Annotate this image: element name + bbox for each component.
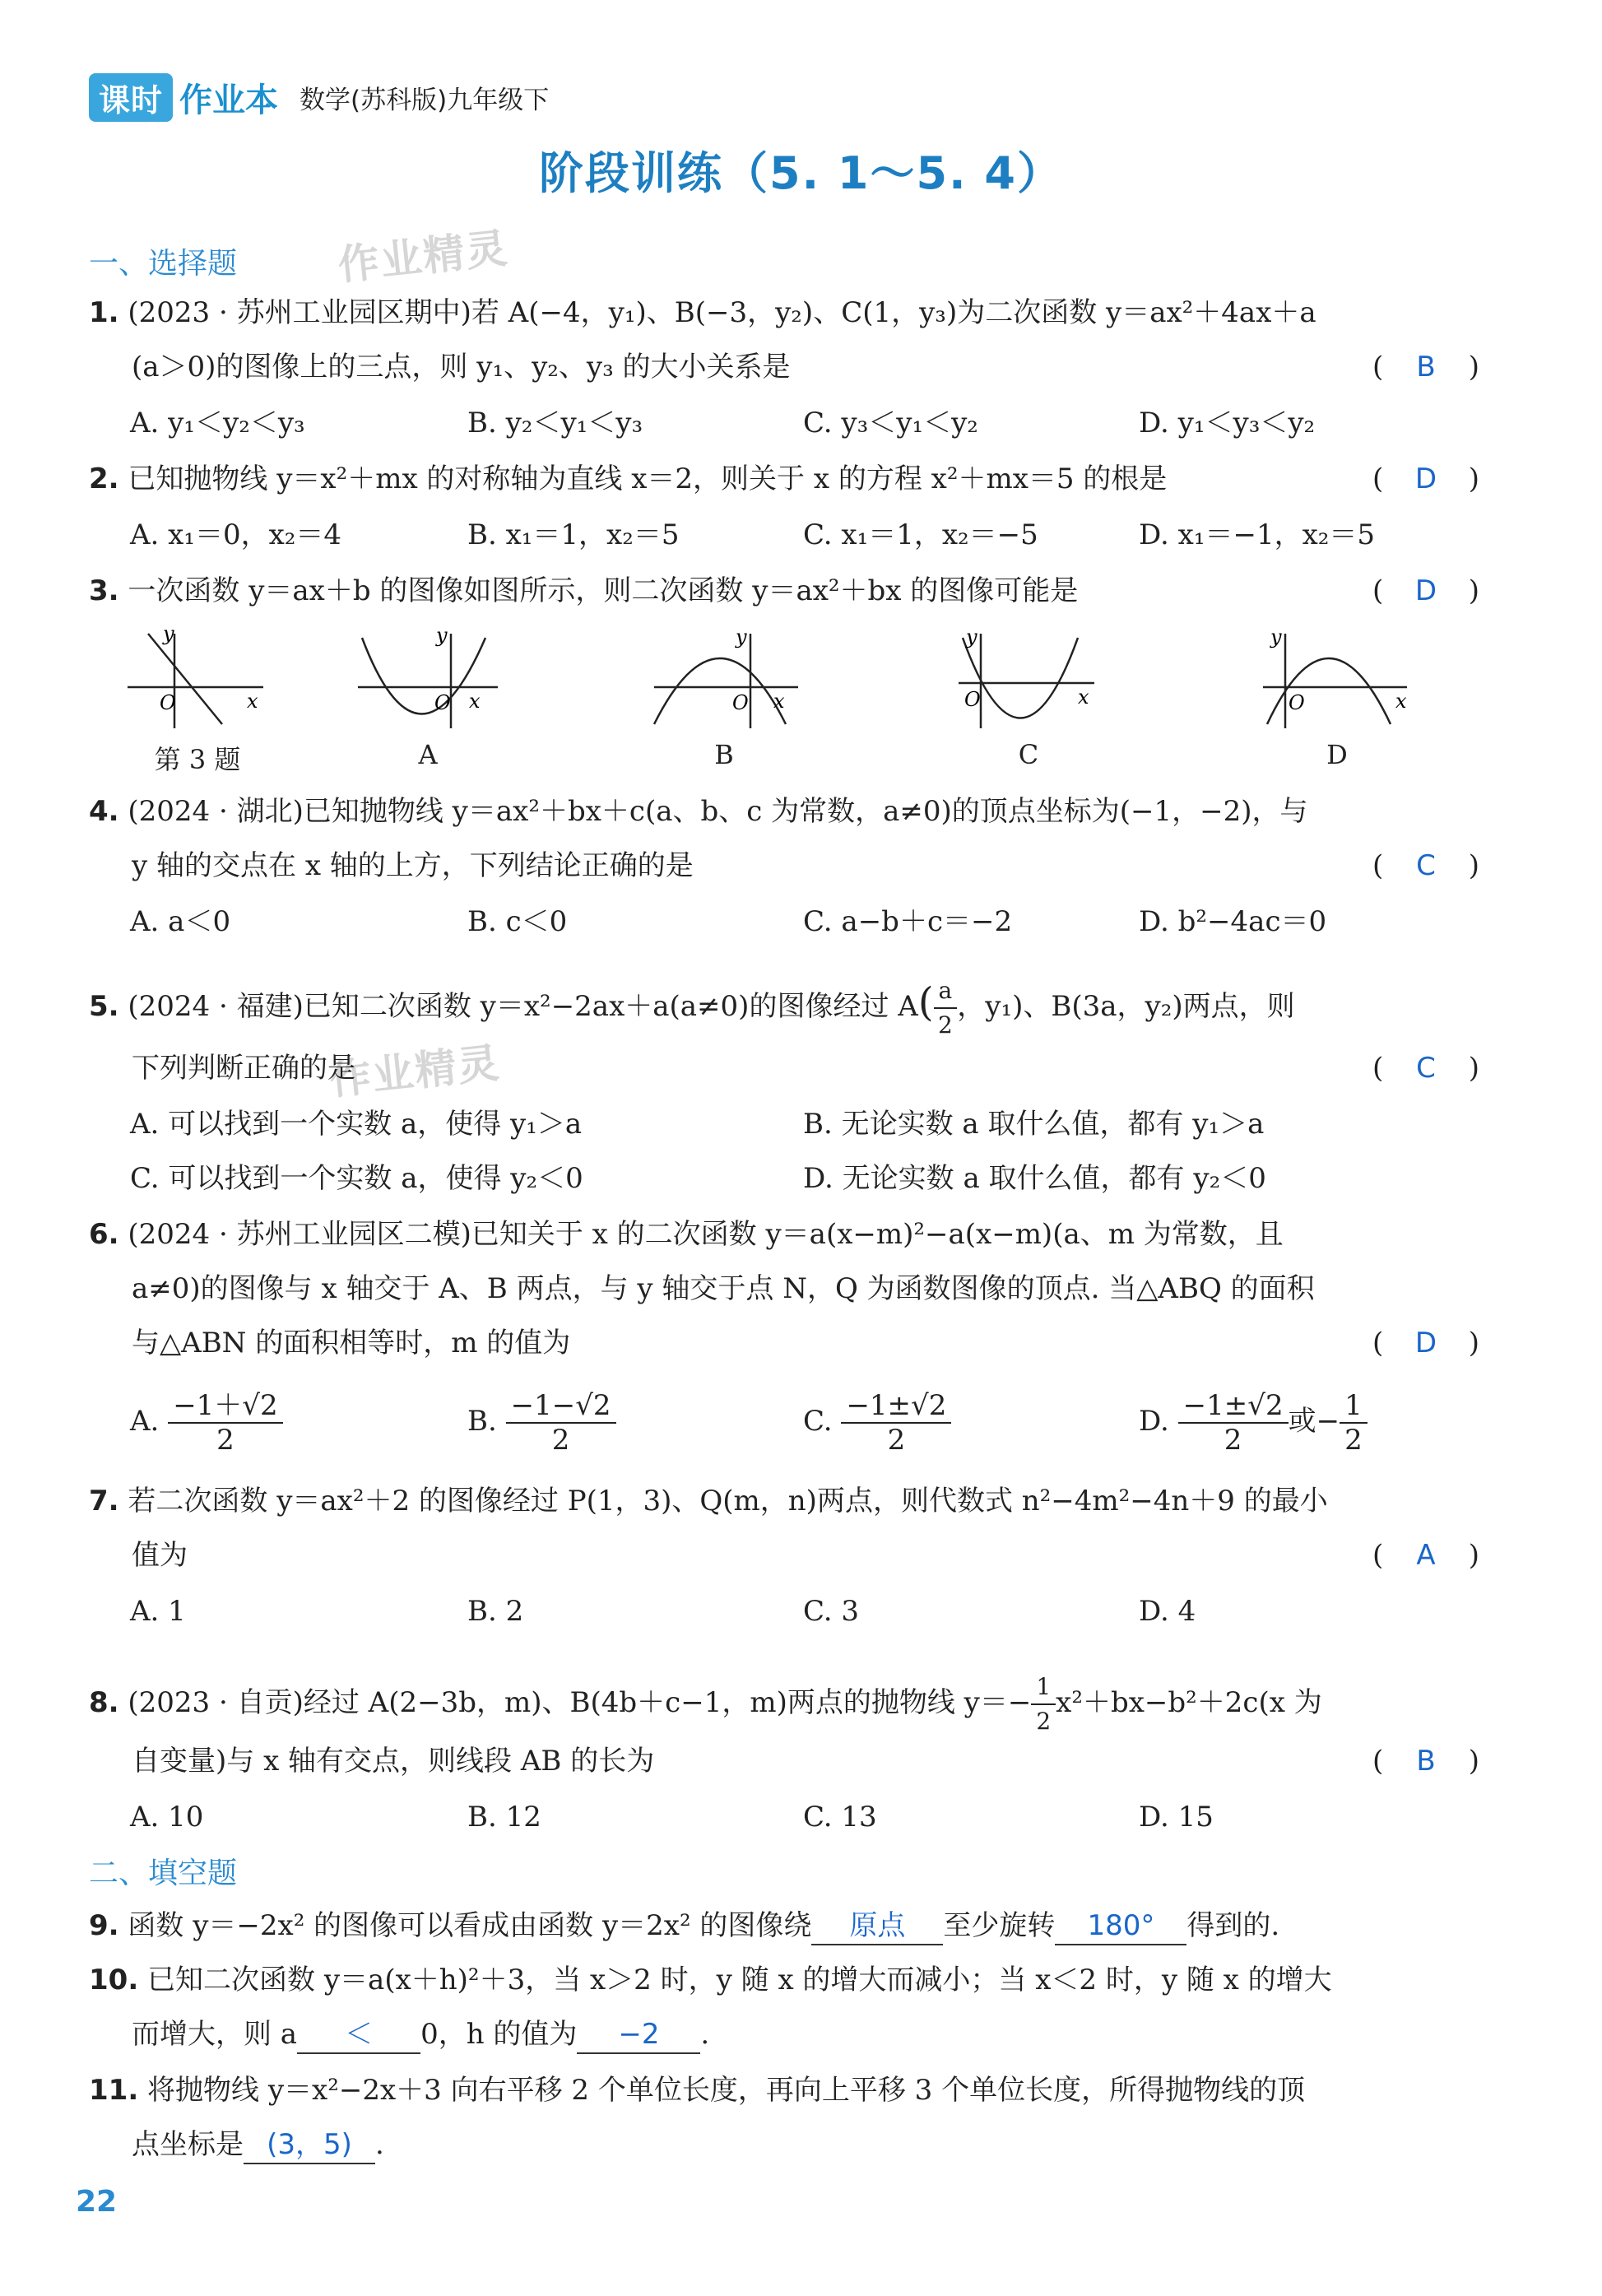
option-c: C. 13 — [803, 1801, 877, 1834]
axis-label-x: x — [1395, 690, 1407, 713]
question-11-line-1 — [89, 2072, 1305, 2108]
question-text: 已知抛物线 y＝x²＋mx 的对称轴为直线 x＝2，则关于 x 的方程 x²＋mx＝5 的根是 — [128, 462, 1168, 495]
option-c: C. 可以找到一个实数 a，使得 y₂＜0 — [130, 1162, 583, 1195]
question-10-line-2: 而增大，则 a ＜ 0，h 的值为 −2 . — [132, 2016, 709, 2054]
option-d: D. 无论实数 a 取什么值，都有 y₂＜0 — [803, 1162, 1266, 1195]
question-number: 5. — [89, 990, 119, 1023]
question-5-line-1: 5. (2024 · 福建)已知二次函数 y＝x²−2ax＋a(a≠0)的图像经过 A( $\frac{a}{2}$ ，y₁)、B(3a，y₂)两点，则 — [89, 974, 1295, 1042]
question-9 — [89, 1908, 1279, 1945]
answer-3: ( D ) — [1372, 574, 1479, 607]
question-1-line-1 — [89, 295, 1316, 331]
question-text: (2024 · 苏州工业园区二模)已知关于 x 的二次函数 y＝a(x−m)²−a(x−m)(a、m 为常数，且 — [128, 1218, 1284, 1251]
answer-5: ( C ) — [1372, 1052, 1479, 1085]
brand-name: 作业本 — [179, 81, 279, 119]
answer-4: ( C ) — [1372, 849, 1479, 882]
origin-label: O — [732, 691, 749, 714]
question-text: 函数 y＝−2x² 的图像可以看成由函数 y＝2x² 的图像绕 — [128, 1909, 812, 1942]
option-d: D. x₁＝−1，x₂＝5 — [1139, 518, 1376, 551]
option-c: C. x₁＝1，x₂＝−5 — [803, 518, 1038, 551]
figure-3-linear-graph — [123, 625, 272, 732]
question-4-line-2: y 轴的交点在 x 轴的上方，下列结论正确的是 — [132, 849, 694, 882]
axis-label-y: y — [436, 625, 448, 647]
origin-label: O — [160, 691, 176, 714]
answer-blank[interactable]: 原点 — [811, 1908, 943, 1945]
brand-logo: 课时 — [89, 73, 173, 122]
question-7-line-1 — [89, 1483, 1328, 1519]
option-a: A. 10 — [130, 1801, 204, 1834]
question-number: 6. — [89, 1218, 119, 1251]
option-d: D. $\frac{-1\pm√2}{2}$ 或− $\frac{1}{2}$ — [1139, 1389, 1368, 1457]
question-text: 将抛物线 y＝x²−2x＋3 向右平移 2 个单位长度，再向上平移 3 个单位长度，所得抛物线的顶 — [147, 2074, 1306, 2107]
section-heading-fill: 二、填空题 — [89, 1857, 238, 1890]
question-text: 已知二次函数 y＝a(x＋h)²＋3，当 x＞2 时，y 随 x 的增大而减小；当 x＜2 时，y 随 x 的增大 — [147, 1964, 1332, 1996]
answer-2: ( D ) — [1372, 462, 1479, 495]
question-11-line-2: 点坐标是 (3，5) . — [132, 2126, 384, 2164]
option-d-label: D — [1326, 739, 1348, 770]
answer-blank[interactable]: 180° — [1055, 1908, 1186, 1945]
question-text: (2024 · 湖北)已知抛物线 y＝ax²＋bx＋c(a、b、c 为常数，a≠0)的顶点坐标为(−1，−2)，与 — [128, 795, 1308, 828]
option-a: A. $\frac{-1+√2}{2}$ — [130, 1389, 283, 1457]
option-b-label: B — [714, 739, 734, 770]
answer-6: ( D ) — [1372, 1327, 1479, 1359]
option-a: A. x₁＝0，x₂＝4 — [130, 518, 342, 551]
question-number: 8. — [89, 1686, 119, 1719]
option-a: A. 可以找到一个实数 a，使得 y₁＞a — [130, 1108, 583, 1141]
answer-blank[interactable]: −2 — [577, 2016, 700, 2054]
figure-caption: 第 3 题 — [154, 744, 241, 775]
fraction: $\frac{1}{2}$ — [1031, 1671, 1056, 1738]
question-text: 一次函数 y＝ax＋b 的图像如图所示，则二次函数 y＝ax²＋bx 的图像可能是 — [128, 574, 1079, 607]
question-text: 至少旋转 — [943, 1909, 1056, 1942]
question-2-line-1 — [89, 461, 1167, 497]
question-6-line-2: a≠0)的图像与 x 轴交于 A、B 两点，与 y 轴交于点 N，Q 为函数图像的顶点. 当△ABQ 的面积 — [132, 1272, 1315, 1305]
subject-label: 数学(苏科版)九年级下 — [300, 85, 550, 115]
axis-label-y: y — [163, 625, 174, 645]
question-6-line-3: 与△ABN 的面积相等时，m 的值为 — [132, 1327, 571, 1359]
page-number: 22 — [76, 2185, 118, 2219]
question-text: x²＋bx−b²＋2c(x 为 — [1056, 1686, 1322, 1719]
page-title: 阶段训练（5. 1～5. 4） — [539, 147, 1063, 199]
answer-blank[interactable]: ＜ — [297, 2016, 420, 2054]
axis-label-x: x — [1078, 686, 1089, 709]
question-text: (2023 · 苏州工业园区期中)若 A(−4，y₁)、B(−3，y₂)、C(1，y₃)为二次函数 y＝ax²＋4ax＋a — [128, 296, 1316, 329]
option-b: B. $\frac{-1-√2}{2}$ — [467, 1389, 616, 1457]
question-number: 7. — [89, 1485, 119, 1517]
option-c-graph — [954, 625, 1103, 732]
question-number: 4. — [89, 795, 119, 828]
option-b: B. 2 — [467, 1595, 524, 1628]
option-c: C. a−b＋c＝−2 — [803, 905, 1013, 938]
question-number: 9. — [89, 1909, 119, 1942]
option-a-label: A — [418, 739, 438, 770]
axis-label-x: x — [469, 690, 481, 713]
question-text: ，y₁)、B(3a，y₂)两点，则 — [957, 990, 1295, 1023]
origin-label: O — [964, 688, 981, 711]
question-4-line-1 — [89, 793, 1308, 830]
origin-label: O — [434, 691, 451, 714]
option-c-label: C — [1018, 739, 1039, 770]
question-text: 若二次函数 y＝ax²＋2 的图像经过 P(1，3)、Q(m，n)两点，则代数式 n²−4m²−4n＋9 的最小 — [128, 1485, 1328, 1517]
option-c: C. 3 — [803, 1595, 860, 1628]
question-number: 2. — [89, 462, 119, 495]
question-text: (2024 · 福建)已知二次函数 y＝x²−2ax＋a(a≠0)的图像经过 A — [128, 990, 918, 1023]
option-b: B. c＜0 — [467, 905, 568, 938]
axis-label-y: y — [966, 625, 977, 648]
axis-label-x: x — [247, 690, 258, 713]
option-b: B. x₁＝1，x₂＝5 — [467, 518, 680, 551]
answer-7: ( A ) — [1372, 1539, 1479, 1572]
option-a: A. y₁＜y₂＜y₃ — [130, 407, 305, 439]
question-7-line-2: 值为 — [132, 1539, 188, 1572]
option-d: D. 4 — [1139, 1595, 1196, 1628]
option-b: B. 无论实数 a 取什么值，都有 y₁＞a — [803, 1108, 1265, 1141]
question-3-line-1 — [89, 573, 1078, 609]
question-1-line-2: (a＞0)的图像上的三点，则 y₁、y₂、y₃ 的大小关系是 — [132, 351, 791, 383]
axis-label-y: y — [736, 625, 747, 648]
answer-1: ( B ) — [1372, 351, 1479, 383]
fraction: $\frac{a}{2}$ — [934, 974, 958, 1042]
answer-blank[interactable]: (3，5) — [244, 2126, 375, 2164]
option-b: B. 12 — [467, 1801, 541, 1834]
question-6-line-1 — [89, 1216, 1284, 1253]
option-d: D. 15 — [1139, 1801, 1214, 1834]
question-text: 得到的. — [1186, 1909, 1280, 1942]
answer-8: ( B ) — [1372, 1745, 1479, 1778]
watermark: 作业精灵 — [327, 1039, 503, 1104]
option-d: D. b²−4ac＝0 — [1139, 905, 1327, 938]
option-a: A. a＜0 — [130, 905, 231, 938]
question-number: 11. — [89, 2074, 139, 2107]
option-d-graph — [1259, 625, 1415, 732]
header — [89, 72, 549, 122]
question-number: 10. — [89, 1964, 139, 1996]
option-a-graph — [354, 625, 502, 732]
option-b: B. y₂＜y₁＜y₃ — [467, 407, 643, 439]
question-8-line-2: 自变量)与 x 轴有交点，则线段 AB 的长为 — [132, 1745, 655, 1778]
option-c: C. y₃＜y₁＜y₂ — [803, 407, 978, 439]
option-a: A. 1 — [130, 1595, 186, 1628]
question-10-line-1 — [89, 1962, 1332, 1998]
question-5-line-2: 下列判断正确的是 — [132, 1052, 355, 1085]
section-heading-choice: 一、选择题 — [89, 247, 238, 281]
watermark: 作业精灵 — [335, 224, 511, 290]
question-number: 3. — [89, 574, 119, 607]
question-8-line-1 — [89, 1671, 1322, 1738]
question-text: (2023 · 自贡)经过 A(2−3b，m)、B(4b＋c−1，m)两点的抛物线 y＝− — [128, 1686, 1032, 1719]
origin-label: O — [1289, 691, 1305, 714]
axis-label-y: y — [1270, 625, 1282, 648]
option-d: D. y₁＜y₃＜y₂ — [1139, 407, 1316, 439]
axis-label-x: x — [773, 690, 785, 713]
option-c: C. $\frac{-1\pm√2}{2}$ — [803, 1389, 951, 1457]
option-b-graph — [650, 625, 806, 732]
question-number: 1. — [89, 296, 119, 329]
